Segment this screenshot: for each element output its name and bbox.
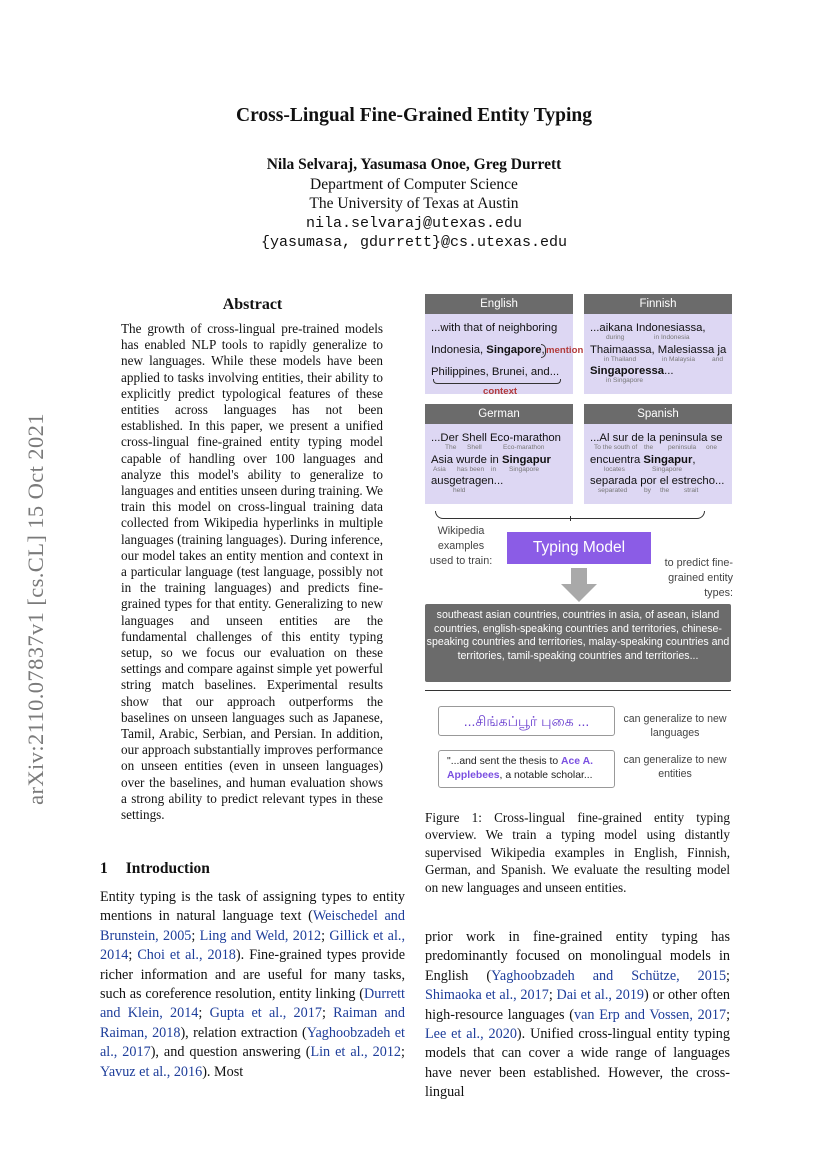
text-run: ;	[726, 967, 730, 984]
typing-model-box: Typing Model	[507, 532, 651, 564]
unseen-entity-example-box	[438, 750, 615, 788]
gloss: in Thailand	[604, 356, 637, 363]
finnish-line-1: ...aikana Indonesiassa,	[590, 322, 706, 334]
citation-link[interactable]: Ling and Weld, 2012	[199, 927, 322, 944]
mention-entity: Singaporessa	[590, 365, 665, 377]
text-run: ,	[541, 344, 545, 356]
gloss: the	[644, 444, 654, 451]
text-run: ;	[198, 1005, 210, 1022]
email-1: nila.selvaraj@utexas.edu	[305, 214, 523, 232]
mention-entity: Singapore	[486, 344, 542, 356]
text-run: ), relation extraction (	[180, 1024, 307, 1041]
figure-1	[425, 294, 733, 794]
text-run: ;	[548, 987, 557, 1004]
training-examples-brace	[435, 511, 705, 519]
text-run: ;	[191, 927, 200, 944]
gloss: peninsula	[668, 444, 697, 451]
abstract-heading: Abstract	[222, 296, 283, 313]
citation-link[interactable]: Durrett and Klein, 2014	[100, 986, 405, 1022]
gloss: Singapore	[652, 466, 683, 473]
german-line-1: ...Der Shell Eco-marathon	[431, 432, 561, 444]
generalize-languages-label: can generalize to new languages	[623, 713, 727, 739]
text-run: Asia wurde in	[431, 454, 502, 466]
gloss: one	[706, 444, 718, 451]
german-line-3: ausgetragen...	[431, 475, 504, 487]
gloss: by	[644, 487, 651, 494]
citation-link[interactable]: Dai et al., 2019	[556, 987, 645, 1004]
down-arrow-icon	[561, 568, 597, 602]
finnish-example-box	[584, 294, 732, 394]
mention-entity: Singapur	[643, 454, 693, 466]
gloss: in	[491, 466, 497, 473]
gloss: locates	[604, 466, 625, 473]
citation-link[interactable]: Yaghoobzadeh et al., 2017	[100, 1024, 405, 1061]
gloss: the	[660, 487, 670, 494]
arxiv-id: arXiv:2110.07837v1 [cs.CL] 15 Oct 2021	[23, 413, 48, 805]
context-label: context	[483, 386, 518, 397]
predicted-types-box: southeast asian countries, countries in asia, of asean, island countries, english-speaking countries and territories, chinese-speaking countries and territories, malay-speaking countries and territories, tamil-speaking countries and territories...	[425, 604, 731, 682]
spanish-header: Spanish	[584, 404, 732, 424]
gloss: and	[712, 356, 724, 363]
english-line-1: ...with that of neighboring	[431, 322, 558, 334]
finnish-line-3	[590, 365, 674, 377]
gloss: has been	[457, 466, 485, 473]
text-run: Entity typing is the task of assigning types to entity mentions in natural language text (	[100, 889, 405, 925]
text-run: ...	[664, 365, 674, 377]
author-block	[0, 155, 828, 253]
german-example-box	[425, 404, 573, 504]
gloss: during	[606, 334, 625, 341]
gloss: Asia	[433, 466, 446, 473]
citation-link[interactable]: Gillick et al., 2014	[100, 927, 405, 964]
text-run: , a notable scholar...	[499, 770, 593, 781]
gloss: Eco-marathon	[503, 444, 545, 451]
text-run: ), and question answering (	[150, 1044, 311, 1061]
arxiv-sidebar	[18, 372, 54, 846]
text-run: ;	[401, 1044, 405, 1061]
citation-link[interactable]: Lin et al., 2012	[310, 1044, 402, 1061]
text-run: ;	[321, 927, 330, 944]
generalize-entities-label: can generalize to new entities	[623, 754, 727, 780]
figure-divider	[425, 690, 731, 691]
citation-link[interactable]: Yaghoobzadeh and Schütze, 2015	[491, 967, 727, 984]
text-run: prior work in fine-grained entity typing has predominantly focused on monolingual models in English (	[425, 929, 730, 984]
english-line-2	[431, 344, 545, 356]
intro-paragraph-left	[100, 888, 405, 1082]
gloss: Singapore	[509, 466, 540, 473]
text-run: Indonesia,	[431, 344, 487, 356]
predict-types-label: to predict fine-grained entity types:	[664, 557, 733, 599]
text-run: "...and sent the thesis to	[447, 756, 562, 767]
english-line-3: Philippines, Brunei, and...	[431, 366, 560, 378]
text-run: ). Unified cross-lingual entity typing models that can cover a wide range of languages have never been established. However, the cross-lingual	[425, 1026, 730, 1101]
context-bracket	[433, 379, 561, 384]
citation-link[interactable]: Weischedel and Brunstein, 2005	[100, 908, 405, 944]
citation-link[interactable]: Raiman and Raiman, 2018	[100, 1005, 405, 1041]
text-run: ). Fine-grained types provide richer information and are useful for many tasks, such as coreference resolution, entity linking (	[100, 947, 405, 1003]
citation-link[interactable]: Shimaoka et al., 2017	[425, 987, 549, 1004]
author-names: Nila Selvaraj, Yasumasa Onoe, Greg Durrett	[266, 156, 562, 173]
tamil-example-box: ...சிங்கப்பூர் புகை ...	[438, 706, 615, 736]
abstract-body: The growth of cross-lingual pre-trained models has enabled NLP tools to rapidly generalize to new languages. While these models have been applied to tasks involving entities, their ability to explicitly predict typological features of these entities across languages has not been established. In this paper, we present a unified cross-lingual fine-grained entity typing model capable of handling over 100 languages and analyze this model's ability to generalize to languages and entities unseen during training. We train this model on cross-lingual training data collected from Wikipedia hyperlinks in multiple languages (training languages). During inference, our model takes an entity mention and context in a particular language (test language, possibly not in the training languages) and predicts fine-grained types for that entity. Generalizing to new languages and unseen entities are the fundamental challenges of this entity typing setup, so we focus our evaluation on these settings and compare against simple yet powerful string match baselines. Experimental results show that our approach outperforms the baselines on unseen languages such as Japanese, Tamil, Arabic, Serbian, and Persian. In addition, our approach substantially improves performance on unseen entities (even in unseen languages) over the baselines, and human evaluation shows a strong ability to predict relevant types in these settings.	[121, 321, 384, 823]
affiliation-university: The University of Texas at Austin	[309, 195, 519, 213]
paper-title: Cross-Lingual Fine-Grained Entity Typing	[236, 105, 592, 126]
text-run: ;	[321, 1005, 334, 1022]
gloss: in Singapore	[606, 377, 644, 384]
citation-link[interactable]: Gupta et al., 2017	[209, 1005, 322, 1022]
gloss: strait	[684, 487, 699, 494]
figure-caption: Figure 1: Cross-lingual fine-grained entity typing overview. We train a typing model using distantly supervised Wikipedia examples in English, Finnish, German, and Spanish. We evaluate the resulting model on new languages and unseen entities.	[425, 810, 730, 895]
text-run: ). Most	[202, 1063, 244, 1080]
gloss: Shell	[467, 444, 482, 451]
citation-link[interactable]: van Erp and Vossen, 2017	[573, 1006, 727, 1023]
german-line-2	[431, 454, 551, 466]
text-run: ;	[128, 947, 138, 964]
text-run: ,	[692, 454, 696, 466]
finnish-line-2: Thaimaassa, Malesiassa ja	[590, 344, 727, 356]
section-number: 1	[100, 860, 108, 877]
gloss: The	[445, 444, 457, 451]
english-example-box	[425, 294, 584, 397]
finnish-header: Finnish	[584, 294, 732, 314]
gloss: separated	[598, 487, 628, 494]
german-header: German	[425, 404, 573, 424]
intro-paragraph-right	[425, 928, 730, 1103]
gloss: in Malaysia	[662, 356, 695, 363]
unseen-entity-mention: Ace A. Applebees	[447, 756, 593, 781]
wikipedia-examples-label: Wikipedia examples used to train:	[429, 525, 493, 567]
spanish-example-box	[584, 404, 732, 504]
mention-label: mention	[546, 345, 584, 356]
affiliation-department: Department of Computer Science	[310, 175, 518, 193]
gloss: held	[453, 487, 466, 494]
email-2: {yasumasa, gdurrett}@cs.utexas.edu	[260, 234, 568, 252]
mention-entity: Singapur	[501, 454, 551, 466]
citation-link[interactable]: Lee et al., 2020	[425, 1026, 517, 1043]
text-run: ) or other often high-resource languages (	[425, 987, 730, 1023]
spanish-line-2	[590, 454, 696, 466]
citation-link[interactable]: Yavuz et al., 2016	[100, 1063, 203, 1080]
gloss: in Indonesia	[654, 334, 690, 341]
english-header: English	[425, 294, 573, 314]
spanish-line-1: ...Al sur de la peninsula se	[590, 432, 723, 444]
gloss: To the south of	[594, 444, 638, 451]
citation-link[interactable]: Choi et al., 2018	[137, 947, 236, 964]
text-run: encuentra	[590, 454, 644, 466]
text-run: ;	[726, 1006, 731, 1023]
section-heading	[100, 860, 210, 878]
section-title: Introduction	[125, 860, 210, 877]
spanish-line-3: separada por el estrecho...	[590, 475, 725, 487]
